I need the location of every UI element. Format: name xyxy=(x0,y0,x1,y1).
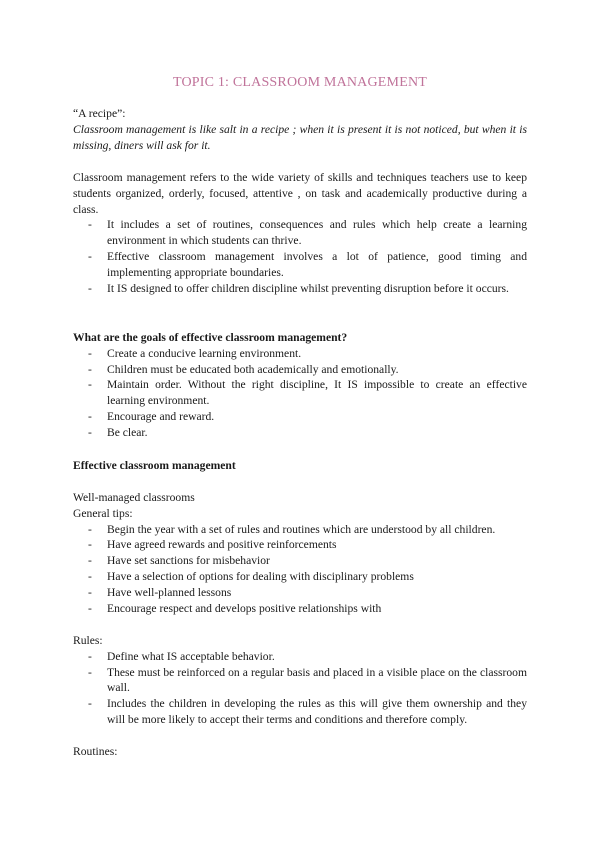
dash-bullet: - xyxy=(88,522,92,536)
dash-bullet: - xyxy=(88,649,92,663)
list-item: - Effective classroom management involves a lot of patience, good timing and implementing appropriate boundaries. xyxy=(88,249,527,279)
list-item: - Encourage and reward. xyxy=(88,409,215,423)
dash-bullet: - xyxy=(88,601,92,615)
goals-bullet-list xyxy=(73,346,527,441)
list-item: - Children must be educated both academically and emotionally. xyxy=(88,362,399,376)
list-item: - It includes a set of routines, consequences and rules which help create a learning environment in which students can thrive. xyxy=(88,218,527,248)
general-tips-label: General tips: xyxy=(73,506,133,520)
dash-bullet: - xyxy=(88,346,92,360)
tips-bullet-list xyxy=(73,522,527,617)
recipe-label: “A recipe”: xyxy=(73,107,126,120)
list-item: - Begin the year with a set of rules and routines which are understood by all children. xyxy=(88,522,496,536)
list-item: - Be clear. xyxy=(88,425,148,439)
dash-bullet: - xyxy=(88,585,92,599)
dash-bullet: - xyxy=(88,281,92,295)
dash-bullet: - xyxy=(88,697,92,711)
rules-bullet-list xyxy=(73,649,527,728)
effective-section xyxy=(73,490,527,616)
list-item: - Have agreed rewards and positive reinforcements xyxy=(88,538,337,552)
dash-bullet: - xyxy=(88,554,92,568)
intro-paragraph: Classroom management refers to the wide variety of skills and techniques teachers use to keep students organized, orderly, focused, attentive , on task and academically productive during a class. xyxy=(73,171,527,216)
list-item: - These must be reinforced on a regular basis and placed in a visible place on the classroom wall. xyxy=(88,665,527,695)
dash-bullet: - xyxy=(88,362,92,376)
rules-section xyxy=(73,633,527,728)
intro-bullet-list xyxy=(73,217,527,296)
well-managed-subheading: Well-managed classrooms xyxy=(73,491,195,504)
routines-label: Routines: xyxy=(73,745,118,758)
goals-section xyxy=(73,330,527,441)
list-item: - Maintain order. Without the right discipline, It IS impossible to create an effective learning environment. xyxy=(88,378,527,408)
dash-bullet: - xyxy=(88,538,92,552)
list-item: - Includes the children in developing the rules as this will give them ownership and they will be more likely to accept their terms and conditions and therefore comply. xyxy=(88,697,527,726)
dash-bullet: - xyxy=(88,425,92,439)
dash-bullet: - xyxy=(88,249,92,263)
list-item: - It IS designed to offer children discipline whilst preventing disruption before it occurs. xyxy=(88,281,509,295)
dash-bullet: - xyxy=(88,409,92,423)
list-item: - Create a conducive learning environment. xyxy=(88,346,302,360)
dash-bullet: - xyxy=(88,378,92,392)
dash-bullet: - xyxy=(88,569,92,583)
intro-section xyxy=(73,170,527,296)
dash-bullet: - xyxy=(88,665,92,679)
recipe-quote: Classroom management is like salt in a recipe ; when it is present it is not noticed, but when it is missing, diners will ask for it. xyxy=(73,122,527,152)
list-item: - Have well-planned lessons xyxy=(88,585,232,599)
list-item: - Encourage respect and develops positive relationships with xyxy=(88,601,382,615)
rules-label: Rules: xyxy=(73,634,103,647)
list-item: - Define what IS acceptable behavior. xyxy=(88,649,275,663)
effective-heading: Effective classroom management xyxy=(73,459,236,472)
list-item: - Have set sanctions for misbehavior xyxy=(88,554,270,568)
goals-heading: What are the goals of effective classroom management? xyxy=(73,331,348,344)
list-item: - Have a selection of options for dealing with disciplinary problems xyxy=(88,569,414,583)
effective-heading-block xyxy=(73,458,527,474)
page-title: TOPIC 1: CLASSROOM MANAGEMENT xyxy=(172,75,428,90)
routines-section xyxy=(73,744,527,760)
recipe-section xyxy=(73,106,527,153)
dash-bullet: - xyxy=(88,218,92,232)
